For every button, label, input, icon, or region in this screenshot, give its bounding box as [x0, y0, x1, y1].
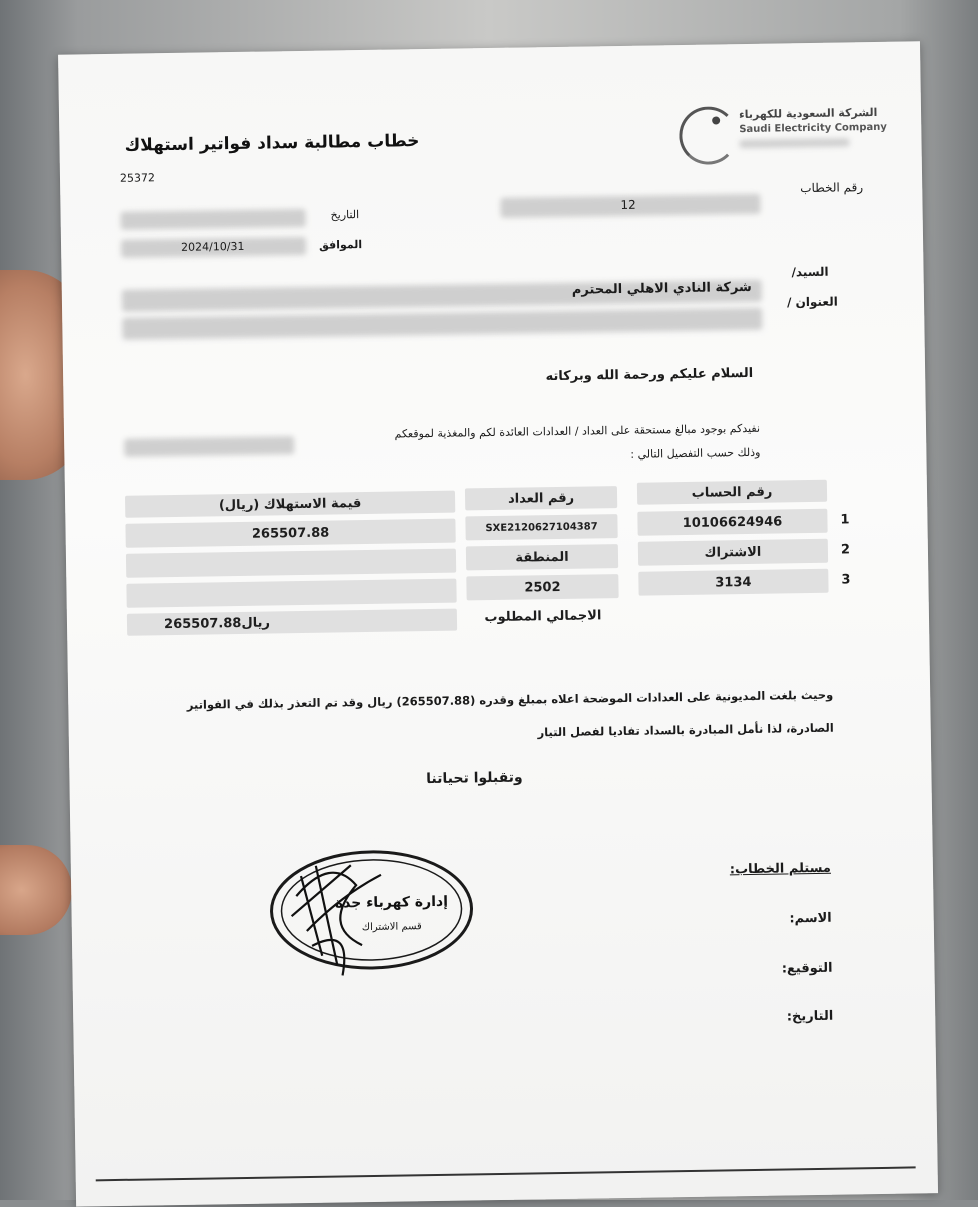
intro-line-1: نفيدكم بوجود مبالغ مستحقة على العداد / العدادات العائدة لكم والمغذية لموقعكم: [394, 421, 761, 441]
header-meter: رقم العداد: [465, 486, 617, 510]
footer-rule: [96, 1166, 916, 1181]
receipt-signature-label: التوقيع:: [781, 960, 833, 977]
logo-subtitle-blurred: [739, 138, 849, 148]
closing-line-2: الصادرة، لذا نأمل المبادرة بالسداد تفاديا لفصل التيار: [537, 720, 834, 740]
company-logo-icon: [679, 106, 738, 165]
cell-value: [126, 579, 456, 608]
company-name-ar: الشركة السعودية للكهرباء: [738, 105, 878, 122]
header-account: رقم الحساب: [637, 480, 827, 505]
company-logo-dot-icon: [712, 116, 720, 124]
date-label: التاريخ: [330, 208, 360, 222]
row-number: 3: [841, 572, 851, 588]
header-value: قيمة الاستهلاك (ريال): [125, 491, 455, 518]
recipient-address-label: العنوان /: [786, 294, 838, 310]
seal-text-line-1: إدارة كهرباء جدة: [334, 893, 449, 912]
page-title: خطاب مطالبة سداد فواتير استهلاك: [124, 131, 420, 156]
receipt-date-label: التاريخ:: [786, 1008, 834, 1025]
receipt-title: مستلم الخطاب:: [729, 860, 832, 878]
official-seal-stamp: [260, 833, 482, 986]
letter-number-label: رقم الخطاب: [800, 180, 864, 196]
recipient-address-box: [122, 308, 762, 340]
cell-value: 265507.88: [125, 519, 455, 548]
corresponding-date-value: 2024/10/31: [180, 239, 245, 254]
recipient-mr-label: السيد/: [791, 264, 829, 280]
reference-number: 25372: [119, 171, 156, 185]
receipt-name-label: الاسم:: [789, 910, 832, 927]
cell-meter: المنطقة: [466, 544, 618, 570]
total-label: الاجمالي المطلوب: [484, 607, 602, 625]
letter-number-value: 12: [620, 197, 636, 212]
cell-account: الاشتراك: [638, 539, 828, 566]
corresponding-label: الموافق: [318, 238, 363, 252]
greeting: السلام عليكم ورحمة الله وبركاته: [545, 365, 754, 385]
regards: وتقبلوا تحياتنا: [426, 769, 523, 788]
closing-line-1: وحيث بلغت المديونية على العدادات الموضحة اعلاه بمبلغ وقدره (265507.88) ريال وقد تم التعذر بذلك في الفواتير: [186, 687, 834, 712]
total-value: 265507.88ريال: [127, 609, 457, 636]
cell-account: 10106624946: [637, 509, 827, 536]
letter-paper: [58, 41, 938, 1206]
recipient-name: شركة النادي الاهلي المحترم: [571, 279, 752, 298]
cell-account: 3134: [638, 569, 828, 596]
row-number: 2: [840, 542, 851, 558]
seal-text-line-2: قسم الاشتراك: [361, 921, 422, 934]
cell-meter: SXE2120627104387: [465, 514, 617, 540]
cell-value: [126, 549, 456, 578]
intro-blurred-box: [124, 436, 294, 457]
company-name-en: Saudi Electricity Company: [739, 121, 887, 136]
row-number: 1: [840, 512, 850, 528]
intro-line-2: وذلك حسب التفصيل التالي :: [630, 445, 761, 461]
date-box: [121, 209, 306, 230]
cell-meter: 2502: [466, 574, 618, 600]
